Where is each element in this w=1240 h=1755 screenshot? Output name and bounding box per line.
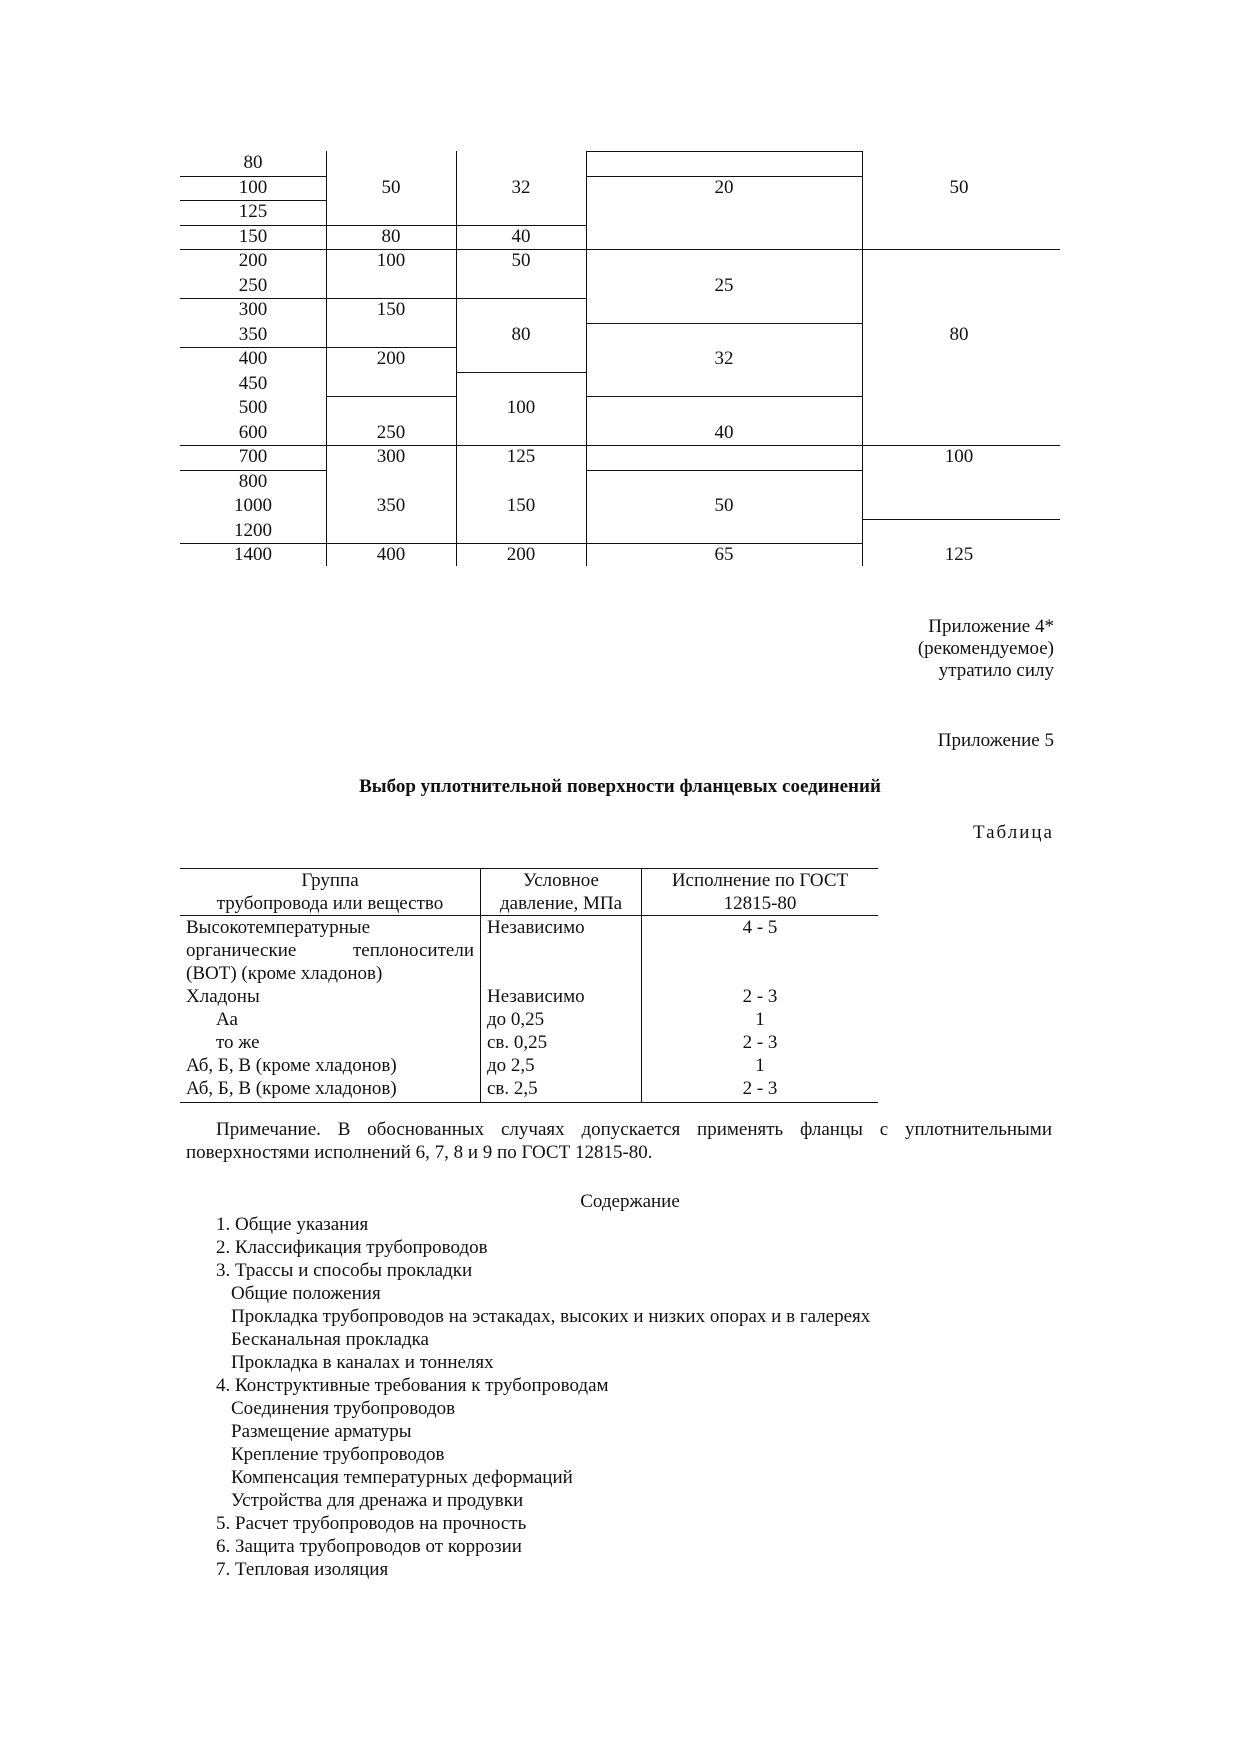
table-divider [180,543,862,544]
table-cell: 150 [376,299,406,320]
contents-subitem: Компенсация температурных деформаций [231,1467,573,1488]
table-cell: 50 [949,176,969,198]
flange-surface-table [180,868,878,1103]
table-row [180,985,878,1008]
group-cell: то же [216,1032,260,1053]
table-cell: 400 [376,544,406,565]
table-cell: 65 [714,544,734,565]
table-cell: 50 [511,250,531,271]
contents-item: 2. Классификация трубопроводов [216,1237,488,1258]
table-divider [456,151,457,566]
contents-item: 7. Тепловая изоляция [216,1559,389,1580]
table-cell: 200 [376,348,406,369]
pressure-cell: Независимо [481,985,642,1008]
group-cell: Хладоны [186,986,260,1007]
pressure-cell: Независимо [481,916,642,986]
execution-cell: 4 - 5 [642,916,879,986]
contents-item: 5. Расчет трубопроводов на прочность [216,1513,527,1534]
table-divider [456,298,586,299]
cell-line: Высокотемпературные [186,917,371,938]
header-line: давление, МПа [499,893,623,914]
table-cell: 200 [238,250,268,271]
table-divider [180,347,326,348]
table-cell: 450 [238,372,268,394]
table-cell: 1000 [234,495,272,516]
table-cell: 400 [238,348,268,369]
table-cell: 150 [238,225,268,247]
table-note: Примечание. В обоснованных случаях допускается применять фланцы с уплотнительными поверхностями исполнений 6, 7, 8 и 9 по ГОСТ 12815-80. [186,1119,1052,1163]
table-cell: 80 [381,225,401,247]
table-divider [862,151,863,566]
table-divider [180,470,326,471]
table-cell: 700 [238,446,268,467]
contents-subitem: Устройства для дренажа и продувки [231,1490,524,1511]
execution-cell: 2 - 3 [642,1031,879,1054]
table-cell: 100 [238,176,268,198]
group-cell: Аб, Б, В (кроме хладонов) [186,1055,397,1076]
table-divider [180,225,326,226]
table-divider [586,151,587,566]
contents-list [216,1213,870,1581]
pipe-dimension-table [180,151,1060,569]
table-cell: 40 [714,421,734,443]
table-divider [456,225,586,226]
table-divider [326,347,456,348]
table-cell: 125 [238,201,268,222]
contents-title: Содержание [580,1191,680,1212]
pressure-cell: св. 0,25 [481,1031,642,1054]
table-cell: 1200 [234,519,272,541]
execution-cell: 2 - 3 [642,1077,879,1103]
appendix-4-title: Приложение 4* [928,616,1054,637]
contents-subitem: Соединения трубопроводов [231,1398,456,1419]
table-cell: 32 [714,348,734,369]
contents-item: 1. Общие указания [216,1214,369,1235]
table-cell: 80 [949,323,969,345]
contents-item: 4. Конструктивные требования к трубопроводам [216,1375,609,1396]
table-cell: 25 [714,274,734,296]
column-header [180,869,481,916]
contents-subitem: Прокладка трубопроводов на эстакадах, высоких и низких опорах и в галереях [231,1306,871,1327]
table-divider [180,298,326,299]
table-row [180,1031,878,1054]
table-divider [586,470,862,471]
group-cell [180,916,481,986]
table-divider [180,200,326,201]
table-divider [180,445,1060,446]
appendix-4-header [918,616,1054,682]
column-header [481,869,642,916]
execution-cell: 2 - 3 [642,985,879,1008]
table-row [180,1008,878,1031]
table-cell: 500 [238,397,268,418]
table-divider [862,519,1060,520]
table-cell: 150 [506,495,536,516]
execution-cell: 1 [642,1054,879,1077]
appendix-5-title: Приложение 5 [937,730,1054,751]
table-row [180,916,878,986]
table-cell: 1400 [234,544,272,565]
table-divider [180,249,1060,250]
table-cell: 20 [714,176,734,198]
header-line: Условное [523,870,599,891]
execution-cell: 1 [642,1008,879,1031]
column-header [642,869,879,916]
cell-line: органические теплоносители [186,940,474,961]
table-cell: 32 [511,176,531,198]
table-divider [180,176,326,177]
group-cell: Аб, Б, В (кроме хладонов) [180,1077,481,1103]
table-divider [586,323,862,324]
table-cell: 350 [238,323,268,345]
table-header-row [180,869,878,916]
table-cell: 200 [506,544,536,565]
header-line: Группа [301,870,359,891]
table-cell: 350 [376,495,406,516]
header-line: Исполнение по ГОСТ [671,870,849,891]
contents-subitem: Бесканальная прокладка [231,1329,429,1350]
table-divider [456,372,586,373]
table-cell: 80 [511,323,531,345]
appendix-4-subtitle: (рекомендуемое) [917,638,1054,659]
table-cell: 300 [238,299,268,320]
table-row [180,1054,878,1077]
contents-subitem: Крепление трубопроводов [231,1444,445,1465]
table-cell: 125 [944,544,974,565]
contents-subitem: Общие положения [231,1283,381,1304]
table-cell: 50 [381,176,401,198]
contents-subitem: Размещение арматуры [231,1421,412,1442]
table-divider [586,176,862,177]
table-divider [326,396,456,397]
table-cell: 100 [376,250,406,271]
table-cell: 40 [511,225,531,247]
table-cell: 80 [243,152,263,173]
table-cell: 250 [238,274,268,296]
table-cell: 100 [944,446,974,467]
table-row [180,1077,878,1103]
cell-line: (ВОТ) (кроме хладонов) [186,963,383,984]
table-cell: 125 [506,446,536,467]
table-cell: 600 [238,421,268,443]
table-cell: 800 [238,470,268,492]
table-divider [326,225,456,226]
pressure-cell: до 0,25 [481,1008,642,1031]
contents-subitem: Прокладка в каналах и тоннелях [231,1352,494,1373]
table-divider [326,151,327,566]
header-line: 12815-80 [723,893,797,914]
pressure-cell: св. 2,5 [481,1077,642,1103]
table-divider [586,396,862,397]
table-cell: 50 [714,495,734,516]
table-divider [326,298,456,299]
contents-item: 6. Защита трубопроводов от коррозии [216,1536,522,1557]
table-cell: 300 [376,446,406,467]
section-heading: Выбор уплотнительной поверхности фланцевых соединений [359,776,881,797]
appendix-4-status: утратило силу [938,660,1054,681]
header-line: трубопровода или вещество [216,893,444,914]
table-label: Таблица [972,822,1054,843]
table-divider [586,151,862,152]
group-cell: Аа [216,1009,238,1030]
contents-item: 3. Трассы и способы прокладки [216,1260,473,1281]
pressure-cell: до 2,5 [481,1054,642,1077]
table-cell: 250 [376,421,406,443]
table-cell: 100 [506,397,536,418]
